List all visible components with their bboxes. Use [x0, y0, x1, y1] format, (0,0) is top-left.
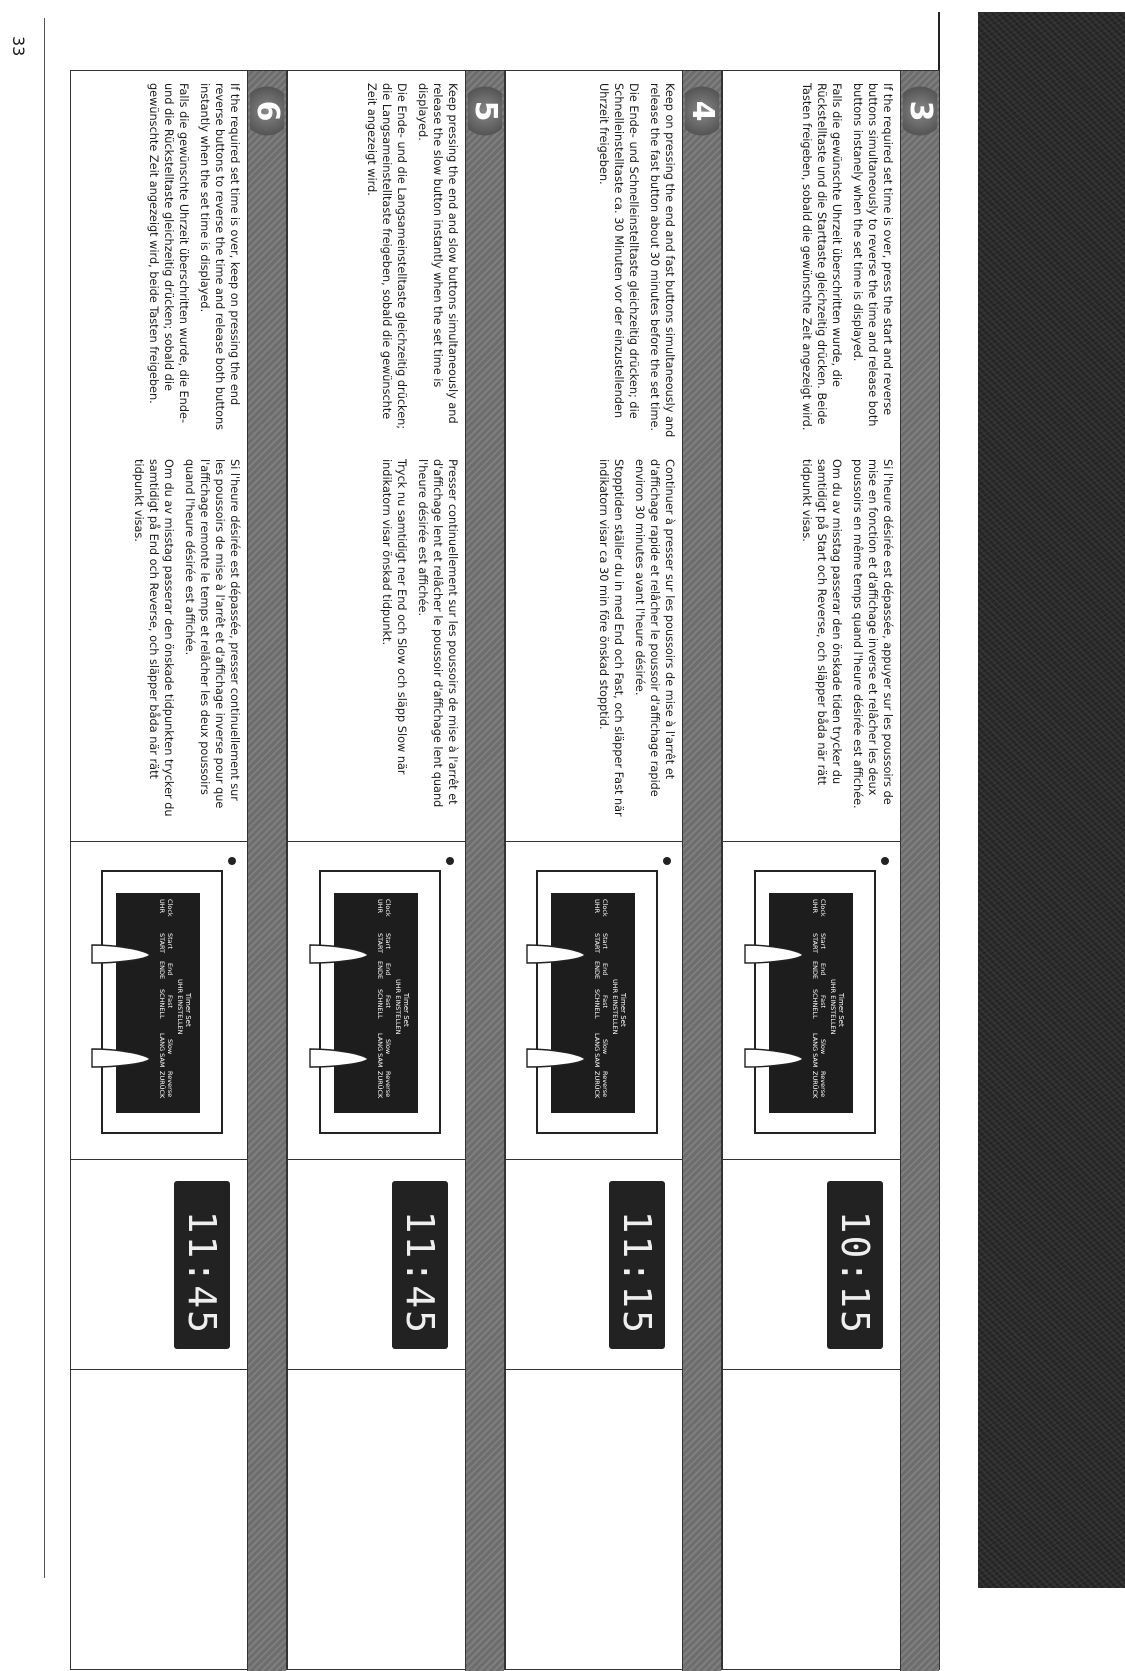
label-fast: Fast	[384, 995, 392, 1009]
text-sv: Tryck nu samtidigt ner End och Slow och släpp Slow när indikatorn visar önskad tidpunkt.	[380, 459, 408, 775]
label-end-de: ENDE	[593, 961, 602, 980]
step-row	[70, 70, 288, 1670]
dark-edge-band	[978, 12, 1125, 1588]
step-header	[683, 71, 722, 1671]
text-column-fr-sv	[793, 459, 895, 819]
label-reverse: Reverse	[601, 1071, 610, 1098]
column-divider	[506, 1159, 684, 1160]
text-en: If the required set time is over, keep on pressing the end reverse buttons to reverse the time and release both buttons instantly when the set time is displayed.	[198, 83, 242, 431]
column-divider	[71, 1159, 249, 1160]
rotated-page-content	[70, 70, 940, 1670]
bullet-dot-icon	[229, 857, 237, 865]
column-divider	[724, 1159, 902, 1160]
step-header	[900, 71, 939, 1671]
label-fast-de: SCHNELL	[811, 989, 819, 1019]
label-slow-de: LANG SAM	[593, 1033, 602, 1068]
display-value: 10:15	[833, 1210, 877, 1335]
label-fast: Fast	[819, 995, 827, 1009]
display-value: 11:45	[398, 1210, 442, 1335]
step-number: 4	[686, 81, 720, 141]
label-end-de: ENDE	[158, 961, 167, 980]
label-reverse: Reverse	[384, 1071, 392, 1098]
label-clock-de: UHR	[376, 899, 384, 914]
text-column-en-de	[793, 83, 895, 443]
page-number: 33	[9, 36, 28, 57]
label-clock: Clock	[819, 899, 827, 917]
text-column-en-de	[141, 83, 243, 443]
timer-panel-illustration	[73, 853, 243, 1149]
label-clock: Clock	[601, 899, 610, 917]
time-display	[827, 1181, 883, 1349]
bullet-dot-icon	[881, 857, 889, 865]
label-end: End	[166, 963, 175, 976]
column-divider	[71, 1369, 249, 1370]
column-divider	[506, 1369, 684, 1370]
label-slow: Slow	[166, 1039, 175, 1055]
time-display	[392, 1181, 448, 1349]
column-divider	[724, 1369, 902, 1370]
label-clock-de: UHR	[811, 899, 819, 914]
display-value: 11:45	[180, 1210, 225, 1335]
label-fast-de: SCHNELL	[158, 989, 167, 1019]
time-display	[175, 1181, 231, 1349]
label-reverse-de: ZURÜCK	[158, 1071, 167, 1099]
label-fast: Fast	[601, 995, 610, 1009]
column-divider	[71, 841, 249, 842]
text-fr: Presser continuellement sur les poussoirs de mise à l'arrêt et d'affichage lent et relâcher le poussoir d'affichage lent quand l'heure désirée est affichée.	[416, 459, 459, 808]
text-de: Die Ende- und die Langsameinstelltaste gleichzeitig drücken; die Langsameinstelltaste freigeben, sobald die gewünschte Zeit angezeigt wird.	[365, 83, 408, 430]
step-number: 3	[903, 81, 937, 141]
left-margin-rule	[44, 18, 45, 1578]
step-number: 5	[468, 81, 502, 141]
step-row	[288, 70, 506, 1670]
label-timer-set: Timer Set	[837, 993, 845, 1027]
step-header	[465, 71, 504, 1671]
text-sv: Stopptiden ställer du in med End och Fast, och släpper Fast när indikatorn visar ca 30 min före önskad stopptid.	[597, 459, 626, 817]
label-timer-set: Timer Set	[184, 993, 193, 1027]
text-en: Keep pressing the end and slow buttons simultaneously and release the slow button instantly when the set time is displayed.	[416, 83, 459, 424]
label-start: Start	[819, 933, 827, 949]
text-de: Falls die gewünschte Uhrzeit überschritten wurde, die Rückstelltaste und die Starttaste gleichzeitig drücken. Beide Tasten freigeben, sobald die gewünschte Zeit angezeigt wird.	[800, 83, 843, 431]
column-divider	[724, 841, 902, 842]
text-fr: Continuer à presser sur les poussoirs de mise à l'arrêt et d'affichage rapide et relâcher le poussoir d'affichage rapide environ 30 minutes avant l'heure désirée.	[633, 459, 677, 797]
text-de: Die Ende- und Schnelleinstelltaste gleichzeitig drücken; die Schnelleinstelltaste ca. 30 Minuten vor der einzustellenden Uhrzeit freigeben.	[597, 83, 641, 419]
label-fast-de: SCHNELL	[593, 989, 602, 1019]
timer-panel-illustration	[508, 853, 678, 1149]
column-divider	[289, 1159, 467, 1160]
label-clock: Clock	[384, 899, 392, 917]
label-fast-de: SCHNELL	[376, 989, 384, 1019]
column-divider	[506, 841, 684, 842]
label-timer-set: Timer Set	[402, 993, 410, 1027]
step-number: 6	[251, 81, 285, 141]
label-reverse-de: ZURÜCK	[376, 1071, 384, 1099]
label-slow: Slow	[384, 1039, 392, 1055]
label-slow-de: LANG SAM	[158, 1033, 167, 1068]
text-sv: Om du av misstag passerar den önskade tiden trycker du samtidigt på Start och Reverse, och släpper båda när rätt tidpunkt visas.	[800, 459, 843, 786]
time-display	[610, 1181, 666, 1349]
label-start-de: START	[158, 933, 167, 954]
label-end: End	[601, 963, 610, 976]
text-column-fr-sv	[373, 459, 460, 819]
label-end-de: ENDE	[376, 961, 384, 980]
label-slow-de: LANG SAM	[811, 1033, 819, 1068]
column-divider	[289, 1369, 467, 1370]
label-timer-set-de: UHR EINSTELLEN	[611, 979, 620, 1035]
label-slow: Slow	[601, 1039, 610, 1055]
label-start-de: START	[811, 933, 819, 954]
label-end: End	[819, 963, 827, 976]
text-column-en-de	[358, 83, 460, 443]
label-end: End	[384, 963, 392, 976]
label-reverse-de: ZURÜCK	[593, 1071, 602, 1099]
instruction-table	[70, 70, 940, 1670]
label-fast: Fast	[166, 995, 175, 1009]
step-row	[723, 70, 941, 1670]
label-timer-set-de: UHR EINSTELLEN	[176, 979, 185, 1035]
text-column-fr-sv	[591, 459, 678, 819]
label-timer-set: Timer Set	[619, 993, 628, 1027]
text-sv: Om du av misstag passerar den önskade tidpunkten trycker du samtidigt på End och Reverse, och släpper båda när rätt tidpunkt visas.	[132, 459, 176, 817]
step-header	[248, 71, 287, 1671]
label-reverse-de: ZURÜCK	[811, 1071, 819, 1099]
column-divider	[289, 841, 467, 842]
label-slow: Slow	[819, 1039, 827, 1055]
label-reverse: Reverse	[166, 1071, 175, 1098]
label-start-de: START	[593, 933, 602, 954]
text-fr: Si l'heure désirée est dépassée, presser continuellement sur les poussoirs de mise à l'arrêt et d'affichage inverse pour que l'affichage remonte le temps et relâcher les deux poussoirs quand l'heure désirée est affichée.	[183, 459, 242, 809]
label-timer-set-de: UHR EINSTELLEN	[394, 979, 402, 1035]
label-start: Start	[601, 933, 610, 949]
label-end-de: ENDE	[811, 961, 819, 980]
label-clock-de: UHR	[158, 899, 167, 914]
text-de: Falls die gewünschte Uhrzeit überschritten wurde, die Ende- und die Rückstelltaste gleichzeitig drücken; sobald die gewünschte Zeit angezeigt wird, beide Tasten freigeben.	[147, 83, 191, 424]
label-slow-de: LANG SAM	[376, 1033, 384, 1068]
step-row	[505, 70, 723, 1670]
text-column-fr-sv	[126, 459, 243, 819]
label-reverse: Reverse	[819, 1071, 827, 1098]
label-timer-set-de: UHR EINSTELLEN	[829, 979, 837, 1035]
label-start-de: START	[376, 933, 384, 954]
bullet-dot-icon	[664, 857, 672, 865]
timer-panel-illustration	[725, 853, 895, 1149]
label-start: Start	[166, 933, 175, 949]
bullet-dot-icon	[446, 857, 454, 865]
text-fr: Si l'heure désirée est dépassée, appuyer sur les poussoirs de mise en fonction et d'affichage inverse et relâcher les deux poussoirs en même temps quand l'heure désirée est affichée.	[851, 459, 894, 809]
timer-panel-illustration	[290, 853, 460, 1149]
label-clock: Clock	[166, 899, 175, 917]
display-value: 11:15	[615, 1210, 660, 1335]
label-clock-de: UHR	[593, 899, 602, 914]
text-en: Keep on pressing the end and fast buttons simultaneously and release the fast button about 30 minutes before the set time.	[648, 83, 677, 438]
text-en: If the required set time is over, press the start and reverse buttons simultaneously to reverse the time and release both buttons instanely when the set time is displayed.	[851, 83, 894, 427]
text-column-en-de	[591, 83, 678, 443]
label-start: Start	[384, 933, 392, 949]
